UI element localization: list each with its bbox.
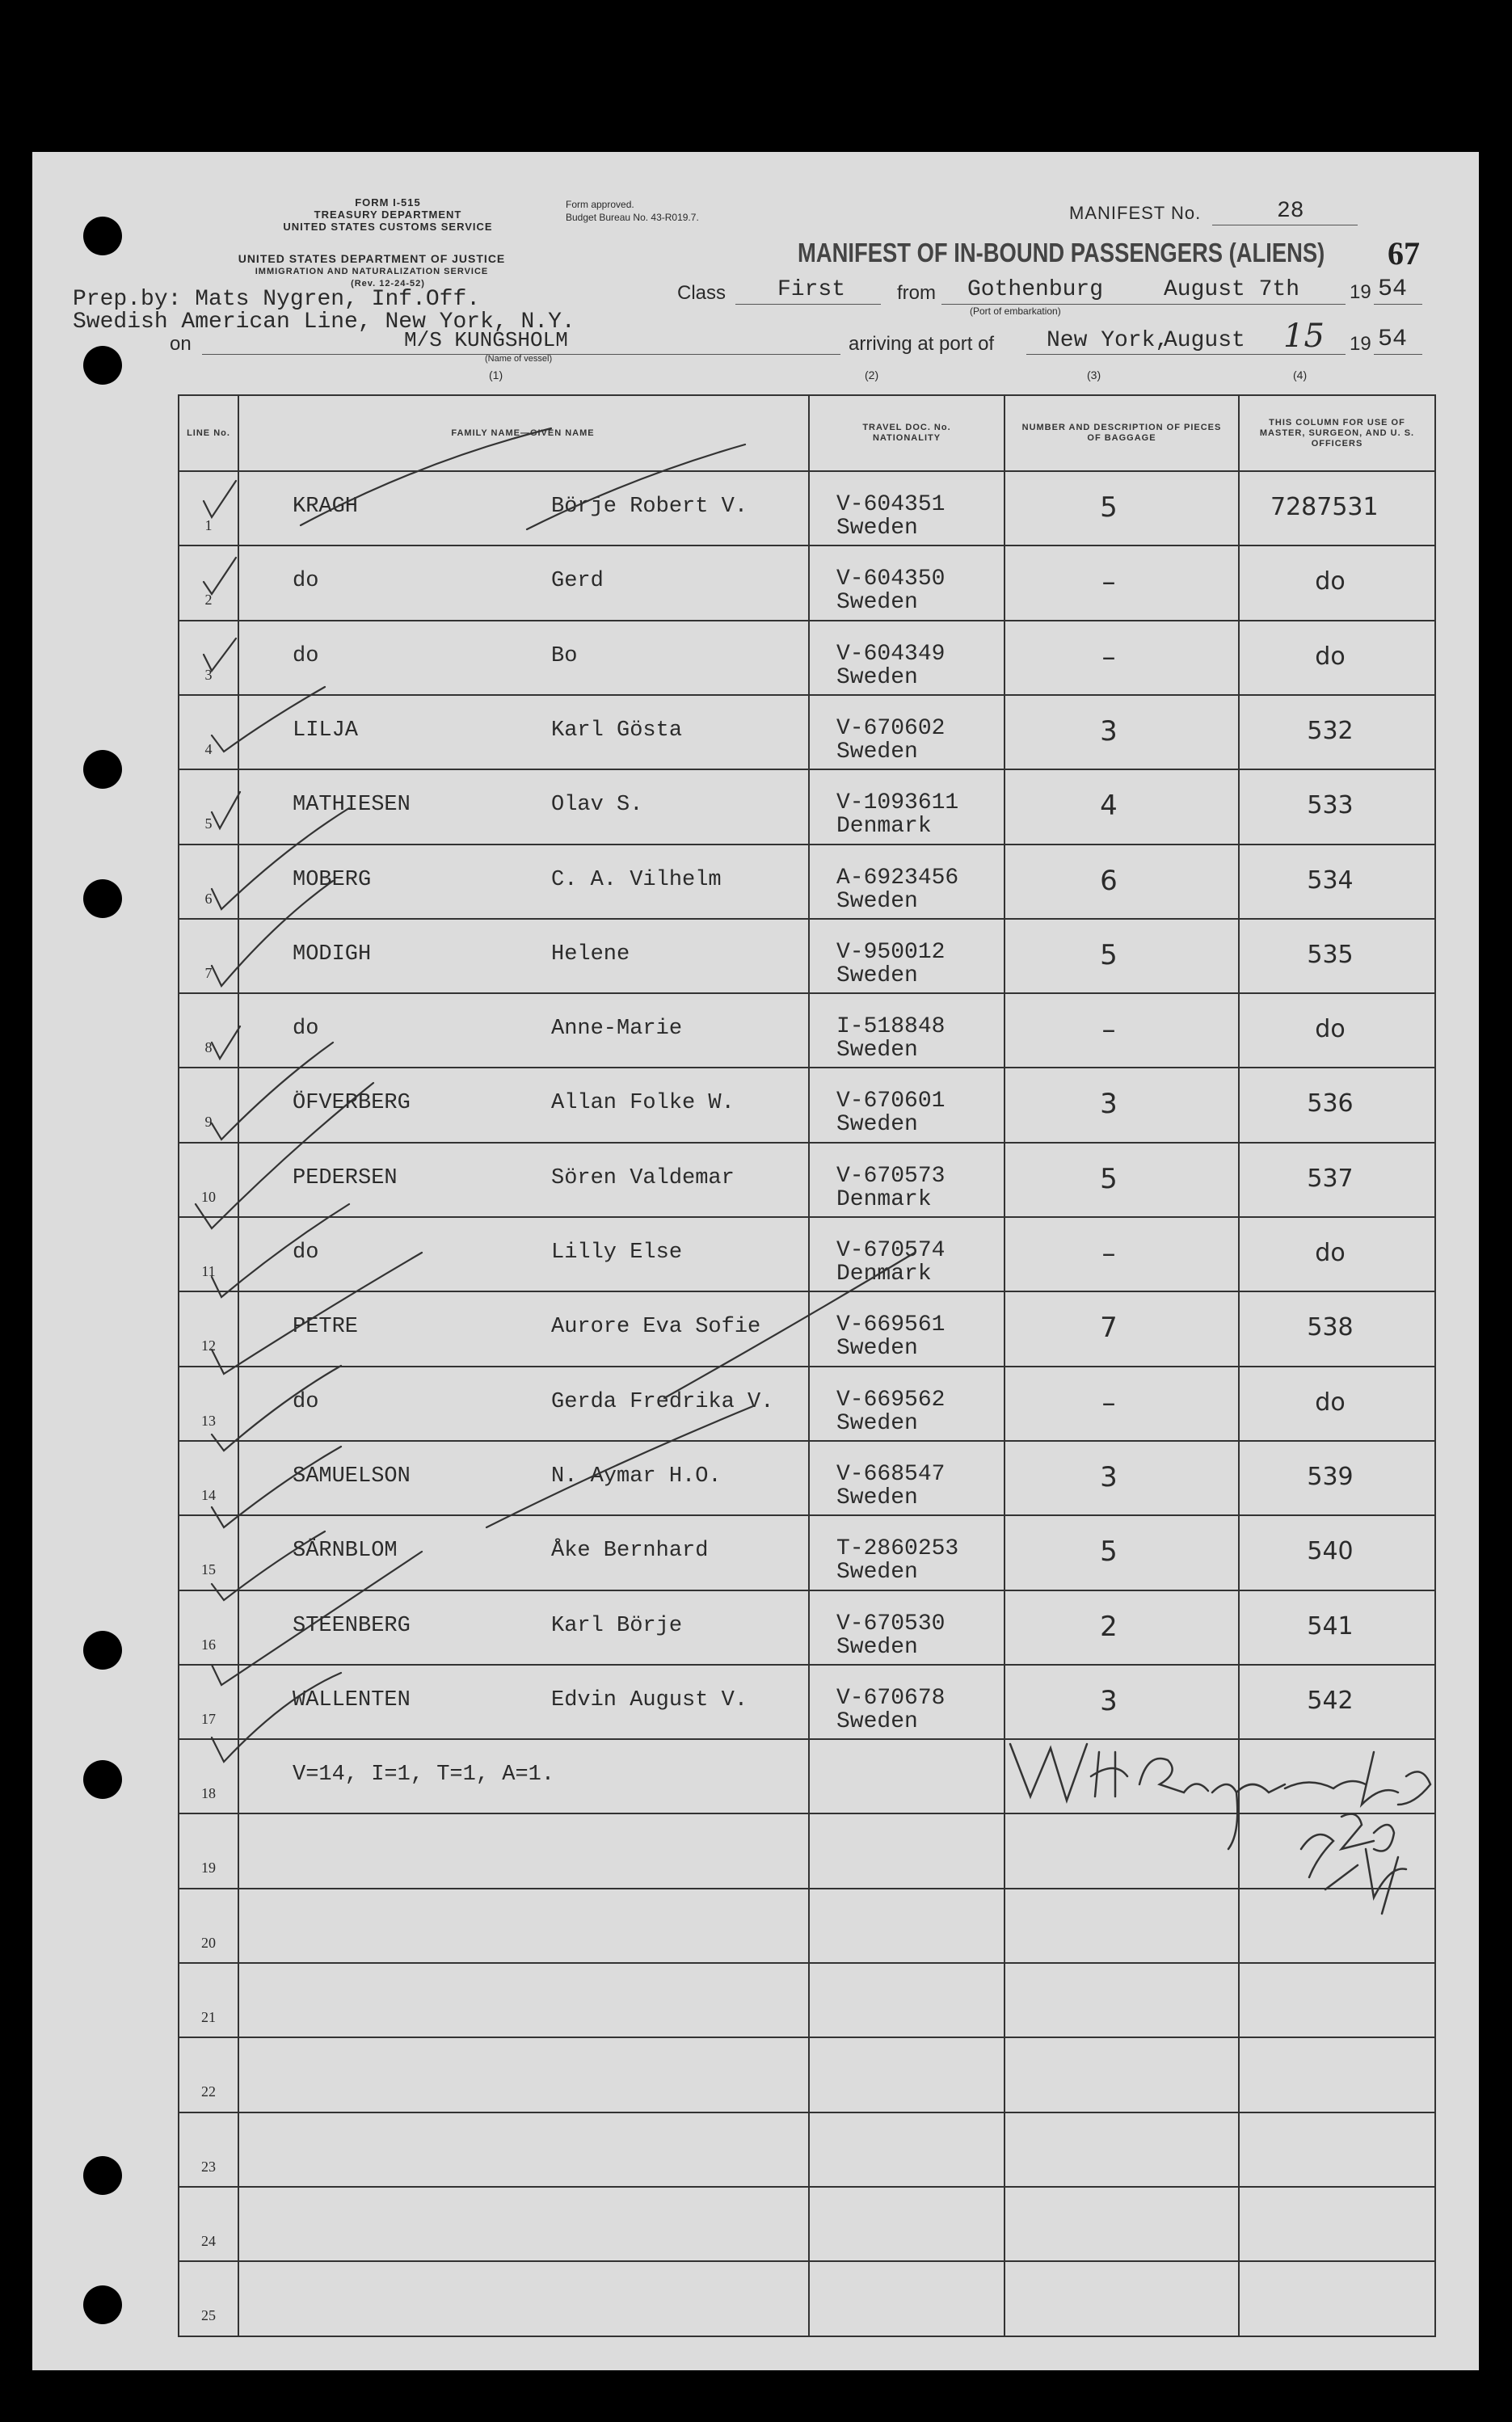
departure-year-prefix: 19: [1350, 281, 1371, 303]
check-mark: [527, 444, 745, 529]
officer-column: do: [1315, 1239, 1346, 1267]
given-name: Edvin August V.: [551, 1687, 748, 1712]
line-number: 7: [204, 964, 213, 981]
given-name: Gerd: [551, 569, 604, 594]
punch-hole: [83, 750, 122, 789]
given-name: N. Aymar H.O.: [551, 1464, 722, 1489]
budget-bureau: Budget Bureau No. 43-R019.7.: [566, 212, 699, 223]
baggage-count: 3: [1100, 1460, 1118, 1493]
family-name: PEDERSEN: [293, 1165, 398, 1190]
travel-doc-number: T-2860253: [836, 1536, 959, 1562]
family-name: do: [293, 1017, 319, 1042]
departure-year: 54: [1378, 276, 1408, 303]
shipping-line: Swedish American Line, New York, N.Y.: [73, 310, 575, 335]
baggage-count: 5: [1100, 1162, 1118, 1195]
dept-treasury: TREASURY DEPARTMENT: [314, 209, 462, 221]
punch-hole: [83, 217, 122, 255]
col-num-4: (4): [1293, 369, 1308, 381]
check-mark: [212, 1552, 422, 1685]
baggage-count: 3: [1100, 1088, 1118, 1121]
officer-column: do: [1315, 567, 1346, 596]
nationality: Sweden: [836, 1336, 918, 1362]
given-name: Anne-Marie: [551, 1017, 683, 1042]
travel-doc-number: V-669562: [836, 1387, 946, 1413]
check-mark: [301, 428, 551, 525]
signature-name-text: [1014, 1942, 1021, 1943]
line-number: 20: [201, 1934, 216, 1951]
col-num-3: (3): [1087, 369, 1101, 381]
family-name: SÄRNBLOM: [293, 1539, 398, 1564]
check-mark: [212, 1204, 349, 1297]
pencil-check-marks: [179, 396, 1434, 2336]
check-mark: [204, 638, 236, 671]
baggage-count: –: [1101, 640, 1116, 673]
punch-hole: [83, 2285, 122, 2324]
col-header-baggage: NUMBER AND DESCRIPTION OF PIECES OF BAGGAGE: [1021, 423, 1222, 443]
check-mark: [486, 1406, 753, 1527]
line-number: 17: [201, 1710, 216, 1727]
officer-column: 7287531: [1270, 493, 1379, 521]
arriving-label: arriving at port of: [849, 333, 995, 355]
line-number: 22: [201, 2083, 216, 2100]
check-mark: [212, 1026, 240, 1059]
line-number: 15: [201, 1561, 216, 1578]
baggage-count: 3: [1100, 714, 1118, 748]
passenger-table: [178, 394, 1436, 2337]
dept-customs: UNITED STATES CUSTOMS SERVICE: [283, 221, 493, 233]
line-number: 10: [201, 1188, 216, 1205]
class-label: Class: [677, 282, 727, 304]
family-name: MODIGH: [293, 941, 372, 967]
line-number: 24: [201, 2232, 216, 2249]
line-number: 16: [201, 1636, 216, 1653]
nationality: Sweden: [836, 1634, 918, 1660]
signature-date-text: [1014, 1946, 1017, 1947]
check-mark: [212, 1253, 422, 1374]
baggage-count: –: [1101, 1013, 1116, 1047]
check-mark: [212, 881, 333, 986]
col-header-line: LINE No.: [187, 428, 230, 438]
travel-doc-number: V-669561: [836, 1312, 946, 1338]
baggage-count: –: [1101, 566, 1116, 599]
class-value: First: [777, 277, 846, 302]
baggage-count: –: [1101, 1237, 1116, 1270]
inspector-signature: [994, 1728, 1447, 1938]
baggage-count: 6: [1100, 864, 1118, 897]
family-name: STEENBERG: [293, 1613, 411, 1638]
officer-column: do: [1315, 1015, 1346, 1044]
travel-doc-number: V-604349: [836, 641, 946, 667]
nationality: Sweden: [836, 739, 918, 765]
arrival-year: 54: [1378, 326, 1408, 353]
officer-column: 532: [1307, 716, 1354, 745]
prepared-by: Prep.by: Mats Nygren, Inf.Off.: [73, 287, 481, 312]
nationality: Denmark: [836, 1262, 932, 1287]
given-name: Bo: [551, 643, 578, 668]
check-mark: [664, 1253, 915, 1398]
travel-doc-number: V-950012: [836, 939, 946, 965]
port-embarkation-note: (Port of embarkation): [970, 305, 1061, 317]
nationality: Denmark: [836, 1186, 932, 1212]
line-number: 14: [201, 1486, 216, 1503]
arrival-day: 15: [1283, 318, 1325, 355]
form-number: FORM I-515: [355, 196, 421, 209]
travel-doc-number: V-670601: [836, 1089, 946, 1114]
baggage-count: 5: [1100, 938, 1118, 971]
vessel-note: (Name of vessel): [485, 354, 553, 364]
officer-column: 540: [1307, 1537, 1354, 1566]
line-number: 23: [201, 2158, 216, 2175]
given-name: Gerda Fredrika V.: [551, 1389, 774, 1414]
line-number: 21: [201, 2009, 216, 2025]
col-num-1: (1): [489, 369, 503, 381]
line-number: 25: [201, 2307, 216, 2324]
line-number: 13: [201, 1412, 216, 1429]
port-of-embarkation: Gothenburg: [967, 277, 1104, 302]
nationality: Sweden: [836, 1708, 918, 1734]
nationality: Sweden: [836, 888, 918, 914]
nationality: Sweden: [836, 1038, 918, 1064]
baggage-count: 3: [1100, 1684, 1118, 1717]
punch-hole: [83, 1760, 122, 1799]
family-name: do: [293, 1389, 319, 1414]
line-number: 18: [201, 1785, 216, 1802]
family-name: ÖFVERBERG: [293, 1091, 411, 1116]
line-number: 2: [204, 592, 213, 609]
check-mark: [212, 1447, 341, 1527]
manifest-page: [32, 152, 1479, 2370]
family-name: MATHIESEN: [293, 793, 411, 818]
officer-column: 542: [1307, 1686, 1354, 1715]
family-name: do: [293, 643, 319, 668]
given-name: Börje Robert V.: [551, 495, 748, 519]
given-name: Aurore Eva Sofie: [551, 1315, 761, 1340]
line-number: 4: [204, 740, 213, 757]
officer-column: do: [1315, 642, 1346, 671]
line-number: 11: [201, 1263, 216, 1279]
nationality: Sweden: [836, 1485, 918, 1510]
baggage-count: 2: [1100, 1610, 1118, 1643]
punch-hole: [83, 879, 122, 918]
given-name: Olav S.: [551, 793, 643, 818]
officer-column: 533: [1307, 791, 1354, 820]
family-name: V=14, I=1, T=1, A=1.: [293, 1763, 555, 1788]
punch-hole: [83, 2156, 122, 2195]
nationality: Sweden: [836, 1410, 918, 1436]
given-name: Åke Bernhard: [551, 1539, 709, 1564]
officer-column: do: [1315, 1388, 1346, 1417]
family-name: LILJA: [293, 718, 359, 743]
baggage-count: 5: [1100, 491, 1118, 524]
officer-column: 538: [1307, 1313, 1354, 1342]
line-number: 6: [204, 890, 213, 907]
check-mark: [204, 558, 236, 594]
travel-doc-number: V-604351: [836, 492, 946, 517]
nationality: Sweden: [836, 1112, 918, 1138]
baggage-count: –: [1101, 1386, 1116, 1419]
travel-doc-number: V-670602: [836, 715, 946, 741]
baggage-count: 5: [1100, 1535, 1118, 1569]
col-header-doc: TRAVEL DOC. No. NATIONALITY: [862, 423, 951, 443]
departure-date: August 7th: [1164, 277, 1300, 302]
check-mark: [212, 808, 349, 909]
check-mark: [212, 1043, 333, 1139]
check-mark: [212, 1366, 341, 1451]
col-num-2: (2): [865, 369, 879, 381]
travel-doc-number: V-668547: [836, 1461, 946, 1487]
nationality: Sweden: [836, 590, 918, 616]
given-name: Karl Börje: [551, 1613, 683, 1638]
nationality: Denmark: [836, 814, 932, 840]
nationality: Sweden: [836, 516, 918, 541]
nationality: Sweden: [836, 664, 918, 690]
officer-column: 539: [1307, 1462, 1354, 1491]
travel-doc-number: V-670678: [836, 1685, 946, 1711]
family-name: PETRE: [293, 1315, 359, 1340]
family-name: do: [293, 1240, 319, 1265]
line-number: 8: [204, 1039, 213, 1056]
baggage-count: 4: [1100, 790, 1118, 823]
family-name: MOBERG: [293, 867, 372, 892]
manifest-title: MANIFEST OF IN-BOUND PASSENGERS (ALIENS): [798, 238, 1325, 267]
officer-column: 537: [1307, 1164, 1354, 1193]
manifest-no-label: MANIFEST No.: [1069, 203, 1202, 223]
travel-doc-number: V-670530: [836, 1611, 946, 1636]
given-name: C. A. Vilhelm: [551, 867, 722, 892]
check-mark: [204, 481, 236, 517]
col-header-name: FAMILY NAME—GIVEN NAME: [451, 428, 595, 438]
line-number: 5: [204, 815, 213, 832]
dept-justice: UNITED STATES DEPARTMENT OF JUSTICE: [238, 252, 506, 265]
check-mark: [212, 792, 240, 828]
officer-column: 536: [1307, 1089, 1354, 1118]
family-name: KRAGH: [293, 495, 359, 519]
form-approved: Form approved.: [566, 199, 634, 210]
officer-column: 535: [1307, 940, 1354, 969]
officer-column: 534: [1307, 866, 1354, 895]
check-mark: [212, 1531, 325, 1600]
line-number: 12: [201, 1337, 216, 1354]
punch-hole: [83, 1631, 122, 1670]
officer-column: 541: [1307, 1611, 1354, 1641]
on-label: on: [170, 333, 192, 355]
travel-doc-number: A-6923456: [836, 865, 959, 891]
line-number: 1: [204, 517, 213, 533]
given-name: Allan Folke W.: [551, 1091, 735, 1116]
form-revision: (Rev. 12-24-52): [351, 279, 425, 289]
nationality: Sweden: [836, 962, 918, 988]
col-header-officers: THIS COLUMN FOR USE OF MASTER, SURGEON, AND U. S. OFFICERS: [1259, 417, 1415, 449]
manifest-no: 28: [1277, 199, 1304, 224]
family-name: WALLENTEN: [293, 1687, 411, 1712]
travel-doc-number: V-1093611: [836, 790, 959, 816]
vessel-name: M/S KUNGSHOLM: [404, 328, 568, 352]
page-number: 67: [1388, 235, 1420, 272]
given-name: Sören Valdemar: [551, 1165, 735, 1190]
arrival-port: New York,: [1047, 328, 1169, 353]
travel-doc-number: I-518848: [836, 1014, 946, 1040]
family-name: do: [293, 569, 319, 594]
travel-doc-number: V-604350: [836, 567, 946, 592]
nationality: Sweden: [836, 1560, 918, 1586]
from-label: from: [897, 282, 936, 304]
given-name: Karl Gösta: [551, 718, 683, 743]
check-mark: [212, 1673, 341, 1762]
arrival-year-prefix: 19: [1350, 333, 1371, 355]
arrival-month: August: [1164, 328, 1245, 353]
travel-doc-number: V-670573: [836, 1163, 946, 1189]
punch-hole: [83, 346, 122, 385]
travel-doc-number: V-670574: [836, 1238, 946, 1263]
baggage-count: 7: [1100, 1312, 1118, 1345]
line-number: 19: [201, 1860, 216, 1877]
check-mark: [212, 687, 325, 752]
line-number: 3: [204, 666, 213, 683]
given-name: Helene: [551, 941, 630, 967]
family-name: SAMUELSON: [293, 1464, 411, 1489]
line-number: 9: [204, 1114, 213, 1131]
given-name: Lilly Else: [551, 1240, 683, 1265]
dept-immigration: IMMIGRATION AND NATURALIZATION SERVICE: [255, 267, 489, 276]
